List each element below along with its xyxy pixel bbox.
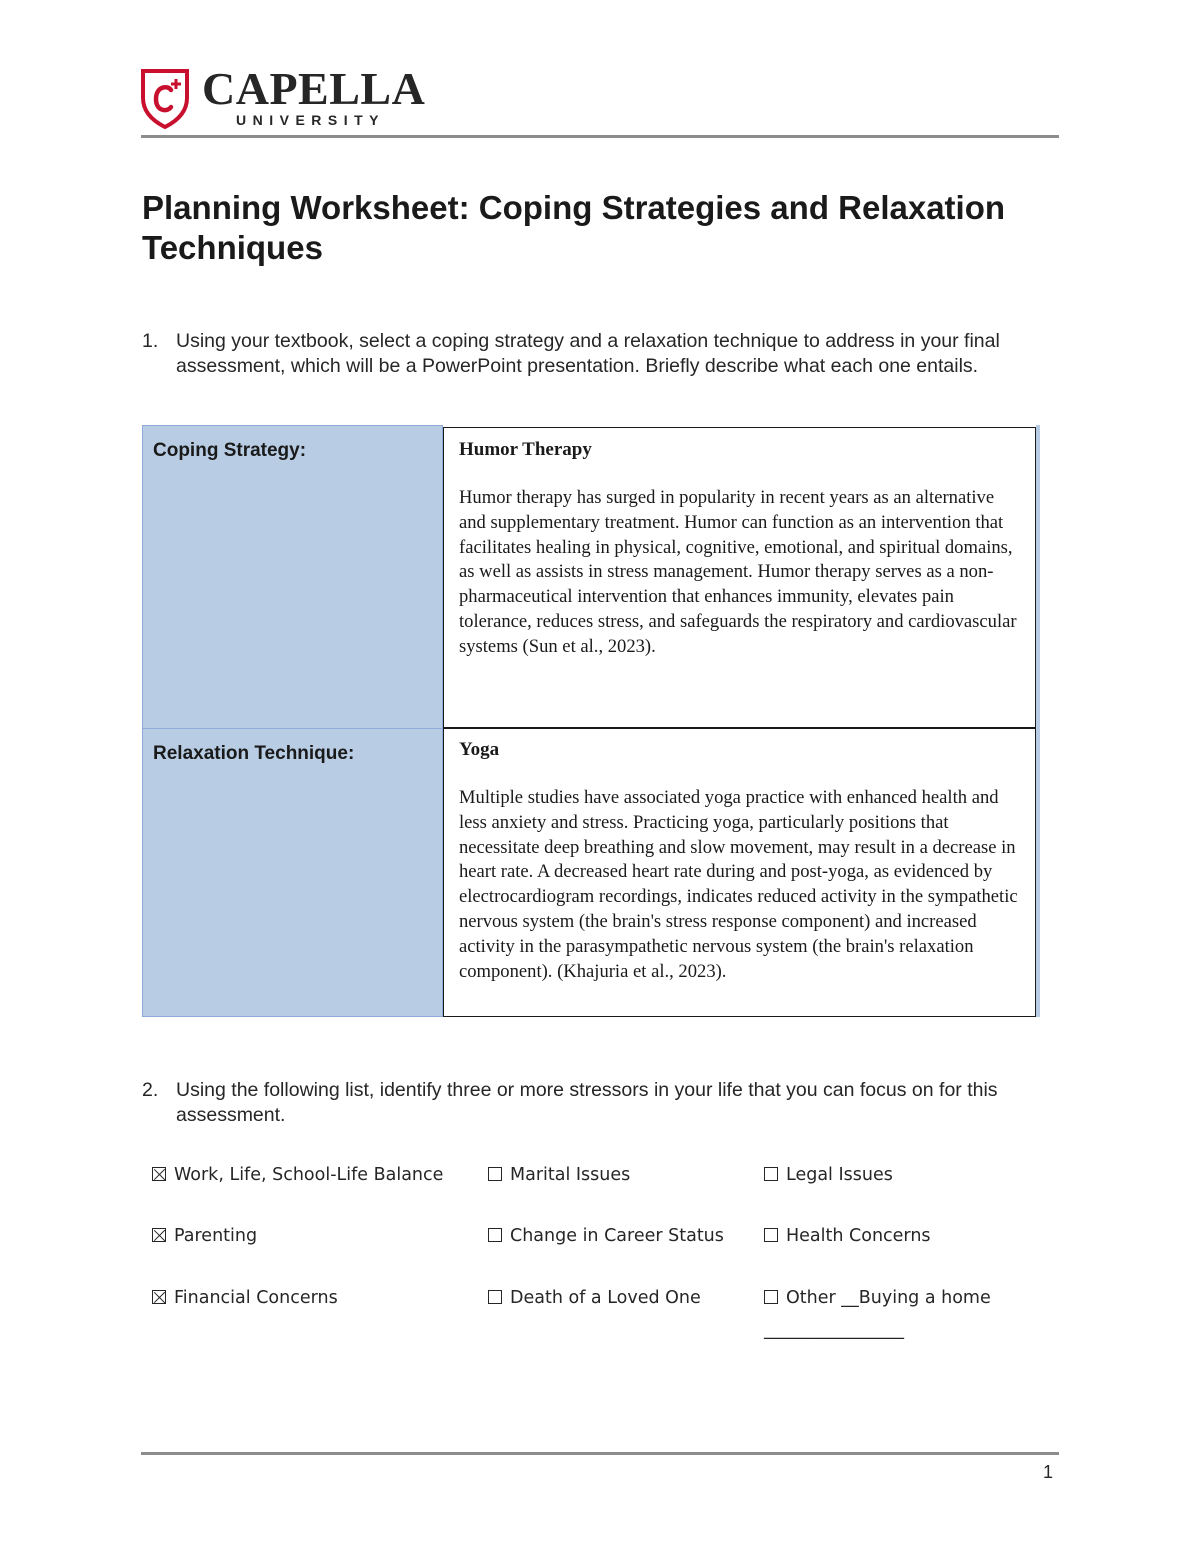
coping-strategy-heading: Humor Therapy — [459, 439, 592, 460]
stressor-label: Other __Buying a home — [786, 1288, 991, 1308]
coping-strategy-description: Humor therapy has surged in popularity in recent years as an alternative and supplementary treatment. Humor can function as an intervention that facilitates healing in physical, cognitive, emotional, and spiritual domains, as well as assists in stress management. Humor therapy serves as a non-pharmaceutical intervention that enhances immunity, elevates pain tolerance, reduces stress, and safeguards the respiratory and cardiovascular systems (Sun et al., 2023). — [459, 487, 1017, 657]
checkbox-icon[interactable] — [152, 1290, 166, 1304]
table-right-border — [1036, 425, 1040, 1017]
stressor-label: Work, Life, School-Life Balance — [174, 1165, 444, 1185]
relaxation-technique-description: Multiple studies have associated yoga practice with enhanced health and less anxiety and stress. Practicing yoga, particularly positions that necessitate deep breathing and slow movement, may result in a decrease in heart rate. A decreased heart rate during and post-yoga, as evidenced by electrocardiogram recordings, indicates reduced activity in the sympathetic nervous system (the brain's stress response component) and increased activity in the parasympathetic nervous system (the brain's relaxation component). (Khajuria et al., 2023). — [459, 787, 1018, 982]
checkbox-icon[interactable] — [488, 1228, 502, 1242]
logo-wordmark: CAPELLA — [202, 63, 426, 114]
relaxation-technique-answer[interactable] — [443, 727, 1036, 1017]
checkbox-icon[interactable] — [488, 1290, 502, 1304]
strategy-table — [142, 425, 1040, 1017]
header-divider — [141, 135, 1059, 138]
stressor-checkbox[interactable] — [152, 1226, 257, 1246]
stressor-checkbox[interactable] — [488, 1165, 630, 1185]
stressor-checkbox[interactable] — [152, 1165, 443, 1185]
stressor-label: Health Concerns — [786, 1226, 931, 1246]
question-text: Using your textbook, select a coping strategy and a relaxation technique to address in your final assessment, which will be a PowerPoint presentation. Briefly describe what each one entails. — [176, 330, 1000, 377]
coping-strategy-label-cell — [142, 425, 443, 729]
checkbox-icon[interactable] — [152, 1228, 166, 1242]
question-2 — [142, 1078, 1052, 1127]
question-text: Using the following list, identify three or more stressors in your life that you can focus on for this assessment. — [176, 1079, 998, 1126]
coping-strategy-label: Coping Strategy: — [153, 440, 307, 461]
stressor-checkbox[interactable] — [764, 1226, 931, 1246]
checkbox-icon[interactable] — [152, 1167, 166, 1181]
stressor-checkbox[interactable] — [764, 1288, 991, 1308]
stressor-label: Financial Concerns — [174, 1288, 338, 1308]
stressor-label: Death of a Loved One — [510, 1288, 701, 1308]
stressor-checkbox[interactable] — [152, 1288, 338, 1308]
page-title: Planning Worksheet: Coping Strategies and Relaxation Techniques — [142, 189, 1006, 266]
page-number: 1 — [1043, 1462, 1054, 1482]
capella-shield-icon — [140, 68, 190, 130]
stressor-label: Marital Issues — [510, 1165, 631, 1185]
footer-divider — [141, 1452, 1059, 1455]
checkbox-icon[interactable] — [764, 1167, 778, 1181]
question-number: 1. — [142, 330, 159, 352]
relaxation-technique-label-cell — [142, 728, 443, 1017]
logo-subtitle: UNIVERSITY — [236, 112, 386, 128]
other-fill-in-line[interactable]: ________________ — [764, 1320, 904, 1340]
checkbox-icon[interactable] — [764, 1228, 778, 1242]
relaxation-technique-heading: Yoga — [459, 739, 500, 760]
question-1 — [142, 329, 1052, 378]
stressor-checkbox[interactable] — [764, 1165, 893, 1185]
relaxation-technique-label: Relaxation Technique: — [153, 743, 355, 764]
stressor-checkbox[interactable] — [488, 1288, 701, 1308]
capella-logo — [140, 63, 440, 132]
question-number: 2. — [142, 1079, 159, 1101]
stressor-label: Legal Issues — [786, 1165, 893, 1185]
stressor-label: Parenting — [174, 1226, 258, 1246]
stressor-label: Change in Career Status — [510, 1226, 724, 1246]
stressor-checkbox[interactable] — [488, 1226, 724, 1246]
checkbox-icon[interactable] — [764, 1290, 778, 1304]
coping-strategy-answer[interactable] — [443, 427, 1036, 729]
checkbox-icon[interactable] — [488, 1167, 502, 1181]
